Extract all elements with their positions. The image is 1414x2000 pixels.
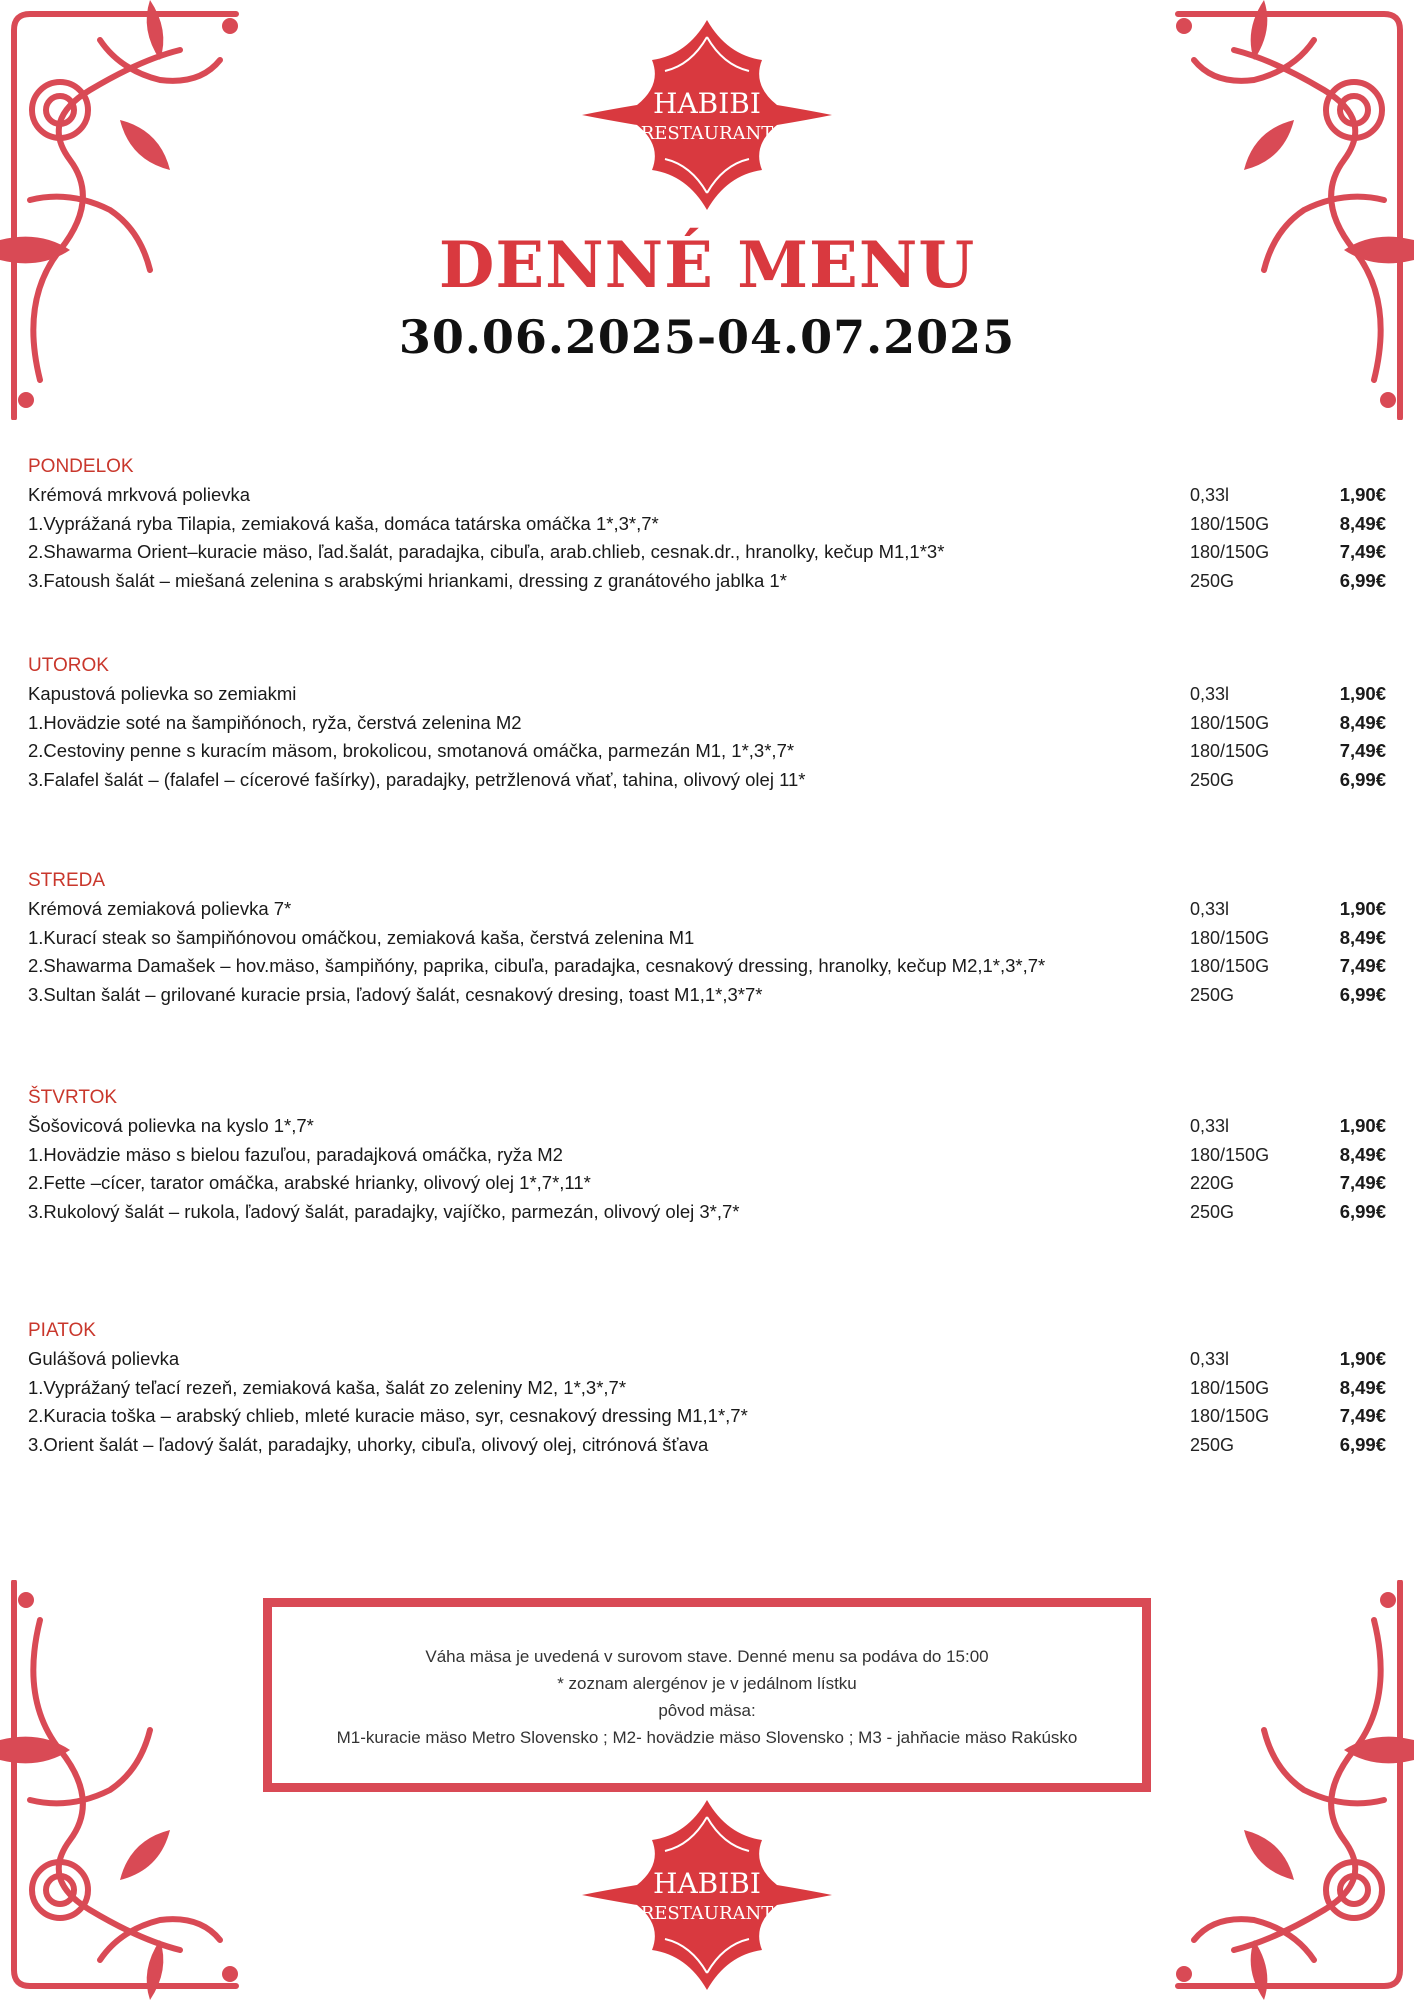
menu-row <box>28 481 1386 510</box>
dish-name: 1.Hovädzie soté na šampiňónoch, ryža, čerstvá zelenina M2 <box>28 711 522 733</box>
logo-text-habibi: HABIBI <box>653 1867 761 1900</box>
dish-name: 3.Rukolový šalát – rukola, ľadový šalát, paradajky, vajíčko, parmezán, olivový olej 3*,7* <box>28 1200 740 1222</box>
date-range: 30.06.2025-04.07.2025 <box>398 310 1016 364</box>
dish-size: 250G <box>1190 1201 1235 1222</box>
menu-row <box>28 567 1386 596</box>
dish-name: 1.Kurací steak so šampiňónovou omáčkou, zemiaková kaša, čerstvá zelenina M1 <box>28 926 695 948</box>
dish-name: 1.Vyprážaný teľací rezeň, zemiaková kaša, šalát zo zeleniny M2, 1*,3*,7* <box>28 1376 627 1398</box>
dish-size: 220G <box>1190 1173 1235 1193</box>
menu-row <box>28 766 1386 795</box>
dish-size: 250G <box>1190 769 1235 790</box>
dish-size: 0,33l <box>1190 1116 1230 1136</box>
dish-size: 180/150G <box>1190 1144 1270 1165</box>
habibi-logo-bottom <box>577 1795 837 1995</box>
dish-price: 7,49€ <box>1339 541 1386 562</box>
dish-size: 180/150G <box>1190 741 1270 761</box>
dish-name: 2.Shawarma Orient–kuracie mäso, ľad.šalát, paradajka, cibuľa, arab.chlieb, cesnak.dr., hranolky, kečup M1,1*3* <box>28 541 945 562</box>
dish-price: 1,90€ <box>1339 683 1386 704</box>
dish-size: 180/150G <box>1190 1406 1270 1426</box>
dish-price: 8,49€ <box>1339 1143 1386 1165</box>
dish-price: 6,99€ <box>1339 1433 1386 1455</box>
day-wednesday <box>28 867 1386 1009</box>
day-monday <box>28 453 1386 595</box>
dish-name: Šošovicová polievka na kyslo 1*,7* <box>28 1115 314 1136</box>
dish-price: 8,49€ <box>1339 512 1386 534</box>
dish-price: 7,49€ <box>1339 740 1386 761</box>
dish-name: 2.Kuracia toška – arabský chlieb, mleté kuracie mäso, syr, cesnakový dressing M1,1*,7* <box>28 1405 748 1426</box>
menu-row <box>28 895 1386 924</box>
dish-size: 180/150G <box>1190 927 1270 948</box>
day-name: ŠTVRTOK <box>28 1087 118 1108</box>
logo-text-restaurant: RESTAURANT <box>640 1903 774 1924</box>
day-name: UTOROK <box>28 655 109 676</box>
day-name: PONDELOK <box>28 456 134 477</box>
dish-price: 6,99€ <box>1339 1200 1386 1222</box>
menu-row <box>28 538 1386 567</box>
dish-size: 180/150G <box>1190 1377 1270 1398</box>
dish-size: 0,33l <box>1190 899 1230 919</box>
dish-name: 3.Falafel šalát – (falafel – cícerové fašírky), paradajky, petržlenová vňať, tahina, olivový olej 11* <box>28 768 806 790</box>
dish-price: 7,49€ <box>1339 1405 1386 1426</box>
menu-row <box>28 1402 1386 1431</box>
dish-size: 250G <box>1190 570 1235 591</box>
dish-price: 6,99€ <box>1339 768 1386 790</box>
dish-size: 0,33l <box>1190 485 1230 505</box>
corner-ornament-bottom-right <box>1174 1580 1414 2000</box>
dish-size: 250G <box>1190 984 1235 1005</box>
dish-size: 180/150G <box>1190 712 1270 733</box>
dish-price: 7,49€ <box>1339 955 1386 976</box>
dish-price: 1,90€ <box>1339 898 1386 919</box>
dish-price: 6,99€ <box>1339 983 1386 1005</box>
dish-price: 7,49€ <box>1339 1172 1386 1193</box>
note-line: M1-kuracie mäso Metro Slovensko ; M2- hovädzie mäso Slovensko ; M3 - jahňacie mäso Rakúsko <box>336 1728 1078 1747</box>
day-name: PIATOK <box>28 1320 96 1341</box>
dish-name: 3.Sultan šalát – grilované kuracie prsia, ľadový šalát, cesnakový dresing, toast M1,1*,3*7* <box>28 983 763 1005</box>
menu-title: DENNÉ MENU <box>438 228 976 303</box>
dish-name: 2.Shawarma Damašek – hov.mäso, šampiňóny, paprika, cibuľa, paradajka, cesnakový dressing, hranolky, kečup M2,1*,3*,7* <box>28 955 1046 976</box>
menu-row <box>28 680 1386 709</box>
dish-size: 180/150G <box>1190 956 1270 976</box>
dish-name: 1.Hovädzie mäso s bielou fazuľou, paradajková omáčka, ryža M2 <box>28 1143 563 1165</box>
dish-size: 250G <box>1190 1434 1235 1455</box>
dish-price: 8,49€ <box>1339 926 1386 948</box>
dish-price: 1,90€ <box>1339 1115 1386 1136</box>
logo-text-habibi: HABIBI <box>653 87 761 120</box>
dish-size: 0,33l <box>1190 684 1230 704</box>
logo-text-restaurant: RESTAURANT <box>640 123 774 144</box>
dish-name: 2.Fette –cícer, tarator omáčka, arabské hrianky, olivový olej 1*,7*,11* <box>28 1172 591 1193</box>
menu-row <box>28 510 1386 539</box>
dish-size: 180/150G <box>1190 542 1270 562</box>
day-friday <box>28 1317 1386 1459</box>
dish-name: 3.Fatoush šalát – miešaná zelenina s arabskými hriankami, dressing z granátového jablka 1* <box>28 569 787 591</box>
dish-name: Kapustová polievka so zemiakmi <box>28 683 297 704</box>
menu-row <box>28 1112 1386 1141</box>
dish-price: 1,90€ <box>1339 484 1386 505</box>
menu-row <box>28 1141 1386 1170</box>
dish-name: 1.Vyprážaná ryba Tilapia, zemiaková kaša, domáca tatárska omáčka 1*,3*,7* <box>28 512 659 534</box>
menu-row <box>28 737 1386 766</box>
menu-row <box>28 952 1386 981</box>
menu-row <box>28 924 1386 953</box>
menu-row <box>28 1198 1386 1227</box>
dish-price: 8,49€ <box>1339 711 1386 733</box>
dish-name: Krémová zemiaková polievka 7* <box>28 898 292 919</box>
dish-name: Krémová mrkvová polievka <box>28 484 251 505</box>
menu-row <box>28 709 1386 738</box>
dish-name: 2.Cestoviny penne s kuracím mäsom, brokolicou, smotanová omáčka, parmezán M1, 1*,3*,7* <box>28 740 795 761</box>
menu-row <box>28 981 1386 1010</box>
habibi-logo-top <box>577 15 837 215</box>
day-tuesday <box>28 652 1386 794</box>
day-thursday <box>28 1084 1386 1226</box>
dish-name: 3.Orient šalát – ľadový šalát, paradajky, uhorky, cibuľa, olivový olej, citrónová šťava <box>28 1433 709 1455</box>
dish-price: 6,99€ <box>1339 569 1386 591</box>
dish-name: Gulášová polievka <box>28 1348 180 1369</box>
note-line: Váha mäsa je uvedená v surovom stave. Denné menu sa podáva do 15:00 <box>425 1647 989 1666</box>
dish-price: 8,49€ <box>1339 1376 1386 1398</box>
corner-ornament-bottom-left <box>0 1580 240 2000</box>
menu-row <box>28 1169 1386 1198</box>
day-name: STREDA <box>28 870 106 891</box>
menu-row <box>28 1431 1386 1460</box>
dish-price: 1,90€ <box>1339 1348 1386 1369</box>
dish-size: 180/150G <box>1190 513 1270 534</box>
note-line: pôvod mäsa: <box>658 1701 756 1720</box>
menu-row <box>28 1374 1386 1403</box>
note-line: * zoznam alergénov je v jedálnom lístku <box>557 1674 857 1693</box>
menu-row <box>28 1345 1386 1374</box>
dish-size: 0,33l <box>1190 1349 1230 1369</box>
info-note-box <box>263 1598 1151 1792</box>
